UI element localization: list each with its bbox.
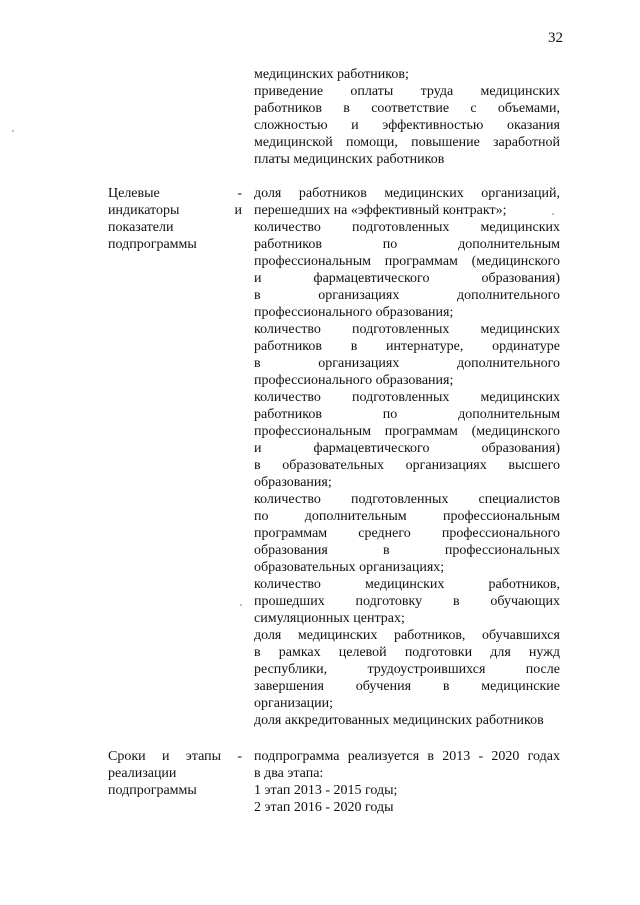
word: рамках	[278, 645, 321, 660]
word: в	[350, 339, 358, 354]
text-line	[254, 135, 560, 151]
text-line: 1 этап 2013 - 2015 годы;	[254, 783, 398, 798]
word: работников	[298, 186, 367, 201]
text-line	[254, 407, 560, 423]
word: Целевые	[108, 186, 160, 201]
text-line	[254, 118, 560, 134]
label-line: реализации	[108, 766, 177, 781]
text-line	[254, 254, 560, 270]
text-line	[254, 322, 560, 338]
text-line: перешедших на «эффективный контракт»;	[254, 203, 507, 218]
label-line	[108, 749, 242, 765]
text-line	[254, 628, 560, 644]
word: трудоустроившихся	[367, 662, 486, 677]
word: подпрограмма	[254, 749, 340, 764]
text-line	[254, 441, 560, 457]
word: медицинские	[481, 679, 560, 694]
word: медицинских	[364, 577, 445, 592]
text-line	[254, 458, 560, 474]
word: приведение	[254, 84, 324, 99]
word: работников	[254, 407, 322, 422]
word: подготовку	[355, 594, 423, 609]
word: по	[382, 407, 398, 422]
text-line	[254, 424, 560, 440]
word: подготовленных	[351, 220, 450, 235]
word: количество	[254, 577, 321, 592]
word: подготовленных	[351, 390, 450, 405]
word: целевой	[338, 645, 387, 660]
scan-dot	[552, 213, 554, 215]
word: помощи,	[346, 135, 398, 150]
text-line	[254, 526, 560, 542]
word: соответствие	[371, 101, 450, 116]
text-line	[254, 84, 560, 100]
scan-dot	[12, 130, 14, 132]
word: образования)	[481, 441, 560, 456]
word: работников,	[488, 577, 560, 592]
word: в	[427, 749, 435, 764]
word: по	[382, 237, 398, 252]
word: фармацевтического	[313, 441, 430, 456]
label-line: подпрограммы	[108, 783, 197, 798]
text-line: платы медицинских работников	[254, 152, 445, 167]
text-line	[254, 662, 560, 678]
text-line	[254, 749, 560, 765]
label-line: показатели	[108, 220, 174, 235]
word: высшего	[508, 458, 560, 473]
word: организациях	[318, 288, 400, 303]
word: и	[234, 203, 242, 218]
word: по	[254, 509, 269, 524]
word: (медицинского	[471, 424, 560, 439]
text-line: образовательных организациях;	[254, 560, 445, 575]
scan-dot	[240, 604, 242, 606]
word: дополнительным	[458, 237, 560, 252]
word: работников,	[393, 628, 466, 643]
word: специалистов	[478, 492, 560, 507]
word: обучавшихся	[481, 628, 560, 643]
word: в	[343, 101, 350, 116]
word: в	[254, 356, 261, 371]
word: обучения	[355, 679, 412, 694]
word: эффективностью	[382, 118, 484, 133]
word: медицинских	[480, 84, 560, 99]
word: в	[254, 645, 261, 660]
word: оплаты	[350, 84, 394, 99]
text-line	[254, 577, 560, 593]
page-number: 32	[548, 30, 563, 46]
word: организациях	[318, 356, 400, 371]
word: завершения	[254, 679, 324, 694]
label-line: подпрограммы	[108, 237, 197, 252]
text-line: симуляционных центрах;	[254, 611, 405, 626]
text-line	[254, 288, 560, 304]
word: труда	[420, 84, 454, 99]
word: работников	[254, 101, 322, 116]
word: после	[525, 662, 560, 677]
word: медицинской	[254, 135, 333, 150]
text-line	[254, 645, 560, 661]
word: медицинских	[480, 220, 560, 235]
word: нужд	[528, 645, 560, 660]
word: медицинских	[480, 390, 560, 405]
word: количество	[254, 390, 321, 405]
word: годах	[527, 749, 560, 764]
word: в	[254, 458, 261, 473]
word: индикаторы	[108, 203, 180, 218]
word: организациях	[405, 458, 487, 473]
word: в	[452, 594, 460, 609]
word: заработной	[493, 135, 560, 150]
word: обучающих	[490, 594, 560, 609]
text-line	[254, 237, 560, 253]
text-line	[254, 594, 560, 610]
word: в	[383, 543, 390, 558]
word: доля	[254, 628, 282, 643]
word: профессионального	[441, 526, 560, 541]
text-line: профессионального образования;	[254, 373, 454, 388]
text-line	[254, 390, 560, 406]
word: Сроки	[108, 749, 146, 764]
text-line	[254, 543, 560, 559]
word: интернатуре,	[386, 339, 464, 354]
word: профессиональным	[254, 254, 372, 269]
word: образования)	[481, 271, 560, 286]
word: и	[351, 118, 359, 133]
word: повышение	[411, 135, 480, 150]
text-line: образования;	[254, 475, 332, 490]
text-line: организации;	[254, 696, 334, 711]
text-line: медицинских работников;	[254, 67, 409, 82]
word: подготовленных	[351, 322, 450, 337]
word: дополнительного	[456, 288, 560, 303]
word: с	[470, 101, 477, 116]
label-line	[108, 186, 242, 202]
text-line	[254, 186, 560, 202]
word: -	[237, 186, 242, 201]
word: количество	[254, 492, 321, 507]
word: дополнительным	[304, 509, 407, 524]
word: этапы	[185, 749, 221, 764]
word: реализуется	[347, 749, 420, 764]
text-line	[254, 271, 560, 287]
word: оказания	[506, 118, 560, 133]
text-line	[254, 220, 560, 236]
word: -	[237, 749, 242, 764]
word: дополнительным	[458, 407, 560, 422]
word: количество	[254, 220, 321, 235]
word: 2013	[442, 749, 471, 764]
word: в	[254, 288, 261, 303]
word: республики,	[254, 662, 328, 677]
word: среднего	[358, 526, 411, 541]
word: 2020	[491, 749, 520, 764]
word: работников	[254, 339, 322, 354]
word: фармацевтического	[313, 271, 430, 286]
text-line	[254, 492, 560, 508]
word: количество	[254, 322, 321, 337]
word: -	[478, 749, 484, 764]
word: и	[254, 271, 262, 286]
text-line	[254, 679, 560, 695]
word: образования	[254, 543, 328, 558]
word: (медицинского	[471, 254, 560, 269]
word: медицинских	[297, 628, 378, 643]
word: медицинских	[384, 186, 464, 201]
word: дополнительного	[456, 356, 560, 371]
word: образовательных	[282, 458, 384, 473]
word: профессиональным	[254, 424, 372, 439]
word: работников	[254, 237, 322, 252]
word: медицинских	[480, 322, 560, 337]
word: для	[490, 645, 511, 660]
word: в	[442, 679, 450, 694]
word: сложностью	[254, 118, 328, 133]
word: и	[161, 749, 170, 764]
text-line: профессионального образования;	[254, 305, 454, 320]
word: ординатуре	[492, 339, 560, 354]
word: программам	[254, 526, 328, 541]
text-line: в два этапа:	[254, 766, 324, 781]
word: профессиональным	[442, 509, 560, 524]
text-line	[254, 509, 560, 525]
word: и	[254, 441, 262, 456]
word: программам	[384, 424, 458, 439]
word: программам	[384, 254, 458, 269]
text-line	[254, 339, 560, 355]
word: подготовленных	[350, 492, 449, 507]
word: подготовки	[404, 645, 473, 660]
word: профессиональных	[444, 543, 560, 558]
text-line: 2 этап 2016 - 2020 годы	[254, 800, 394, 815]
text-line	[254, 101, 560, 117]
word: организаций,	[481, 186, 560, 201]
label-line	[108, 203, 242, 219]
word: объемами,	[497, 101, 560, 116]
text-line	[254, 356, 560, 372]
word: прошедших	[254, 594, 325, 609]
word: доля	[254, 186, 282, 201]
text-line: доля аккредитованных медицинских работников	[254, 713, 544, 728]
